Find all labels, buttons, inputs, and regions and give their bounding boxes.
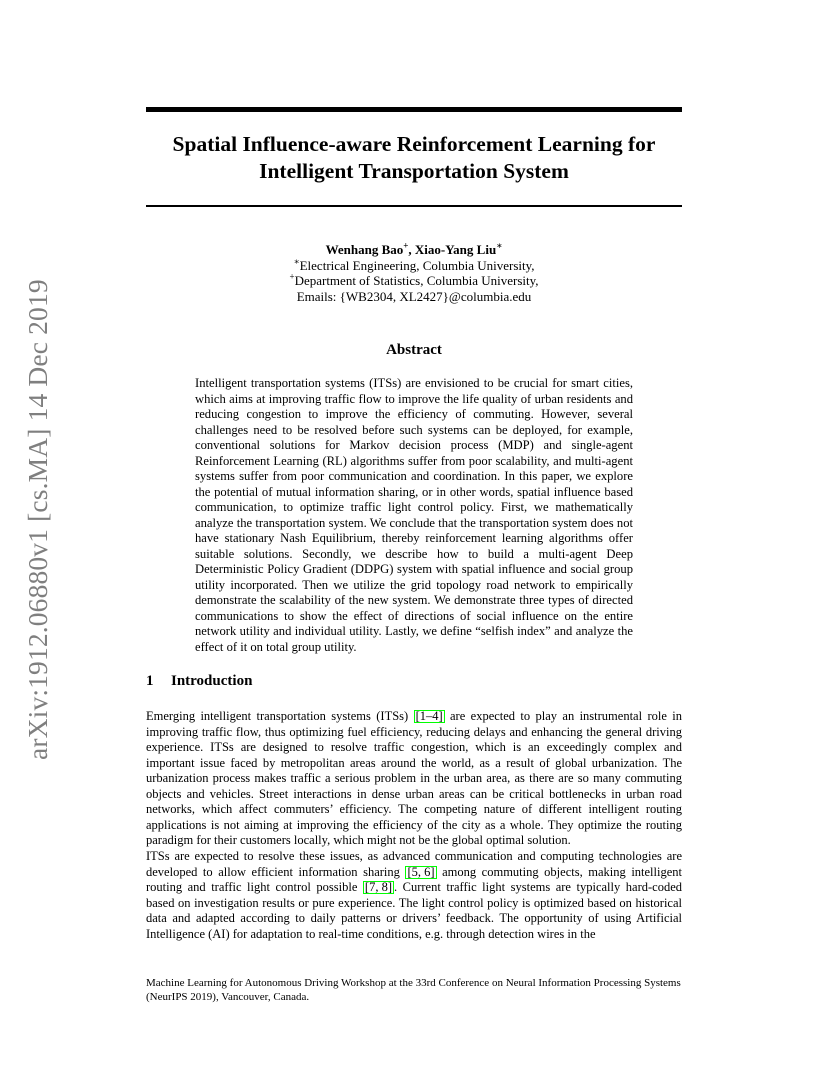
arxiv-stamp: arXiv:1912.06880v1 [cs.MA] 14 Dec 2019 bbox=[22, 279, 53, 760]
affiliation-2-mark: + bbox=[289, 271, 295, 282]
title-rule-top bbox=[146, 107, 682, 112]
section-number: 1 bbox=[146, 673, 154, 689]
p2-text-c: . Current traffic light systems are typically hard-coded based on investigation results or pure experience. The light control policy is optimized based on historical data and adapted according to daily patterns or drivers’ feedback. The opportunity of using Artificial Intelligence (AI) for adaptation to real-time conditions, e.g. through detection wires in the bbox=[146, 880, 682, 941]
affiliation-1 bbox=[146, 258, 682, 274]
affiliation-1-text: Electrical Engineering, Columbia University, bbox=[299, 257, 535, 273]
venue-footnote: Machine Learning for Autonomous Driving Workshop at the 33rd Conference on Neural Information Processing Systems (NeurIPS 2019), Vancouver, Canada. bbox=[146, 977, 681, 1003]
p1-text-a: Emerging intelligent transportation systems (ITSs) bbox=[146, 709, 414, 723]
p1-text-b: are expected to play an instrumental role in improving traffic flow, thus optimizing fuel efficiency, reducing delays and enhancing the general driving experience. ITSs are designed to resolve traffic congestion, which is an exceedingly complex and important issue faced by metropolitan areas around the world, as a result of global urbanization. The urbanization process makes traffic a serious problem in the urban area, as there are so many commuting objects and vehicles. Street interactions in dense urban areas can be critical bottlenecks in urban road networks, which affect commuters’ efficiency. The competing nature of different intelligent routing applications is not aiming at improving the efficiency of the city as a whole. They optimize the routing paradigm for their customers locally, which might not be the global optimal solution. bbox=[146, 709, 682, 847]
title-rule-bottom bbox=[146, 205, 682, 207]
abstract-heading: Abstract bbox=[386, 342, 442, 358]
p2-text-b: among commuting objects, making intelligent routing and traffic light control possible bbox=[146, 864, 682, 894]
author-separator: , bbox=[408, 242, 415, 257]
section-heading bbox=[146, 673, 252, 690]
intro-paragraph-2 bbox=[146, 849, 682, 942]
author-1-mark: + bbox=[403, 240, 409, 251]
affiliation-2-text: Department of Statistics, Columbia University, bbox=[294, 273, 539, 288]
section-title: Introduction bbox=[171, 673, 253, 689]
author-2: Xiao-Yang Liu bbox=[414, 242, 497, 257]
author-2-mark: ∗ bbox=[496, 240, 503, 251]
p2-text-a: ITSs are expected to resolve these issues, as advanced communication and computing technologies are developed to allow efficient information sharing bbox=[146, 849, 682, 879]
citation-link[interactable]: [5, 6] bbox=[407, 864, 435, 879]
intro-paragraph-1 bbox=[146, 709, 682, 849]
author-block bbox=[146, 242, 682, 304]
citation-link[interactable]: [1–4] bbox=[415, 709, 443, 723]
author-emails: Emails: {WB2304, XL2427}@columbia.edu bbox=[296, 288, 532, 304]
citation-link[interactable]: [7, 8] bbox=[364, 880, 392, 894]
author-names bbox=[146, 242, 682, 258]
author-1: Wenhang Bao bbox=[325, 242, 404, 257]
affiliation-1-mark: ∗ bbox=[293, 256, 300, 267]
paper-title bbox=[146, 131, 682, 185]
title-line-2: Intelligent Transportation System bbox=[259, 159, 569, 183]
title-line-1: Spatial Influence-aware Reinforcement Learning for bbox=[172, 132, 656, 156]
abstract-text: Intelligent transportation systems (ITSs) are envisioned to be crucial for smart cities, which aims at improving traffic flow to improve the life quality of urban residents and reducing congestion to improve the efficiency of commuting. However, several challenges need to be resolved before such systems can be deployed, for example, conventional solutions for Markov decision process (MDP) and single-agent Reinforcement Learning (RL) algorithms suffer from poor scalability, and multi-agent systems suffer from poor communication and coordination. In this paper, we explore the potential of mutual information sharing, or in other words, spatial influence based communication, to optimize traffic light control policy. First, we mathematically analyze the transportation system. We conclude that the transportation system does not have stationary Nash Equilibrium, thereby reinforcement learning algorithms offer suitable solutions. Secondly, we describe how to build a multi-agent Deep Deterministic Policy Gradient (DDPG) system with spatial influence and social group utility incorporated. Then we utilize the grid topology road network to empirically demonstrate the scalability of the new system. We demonstrate three types of directed communications to show the effect of directions of social influence on the entire network utility and individual utility. Lastly, we define “selfish index” and analyze the effect of it on total group utility. bbox=[195, 376, 633, 654]
affiliation-2 bbox=[146, 273, 682, 289]
